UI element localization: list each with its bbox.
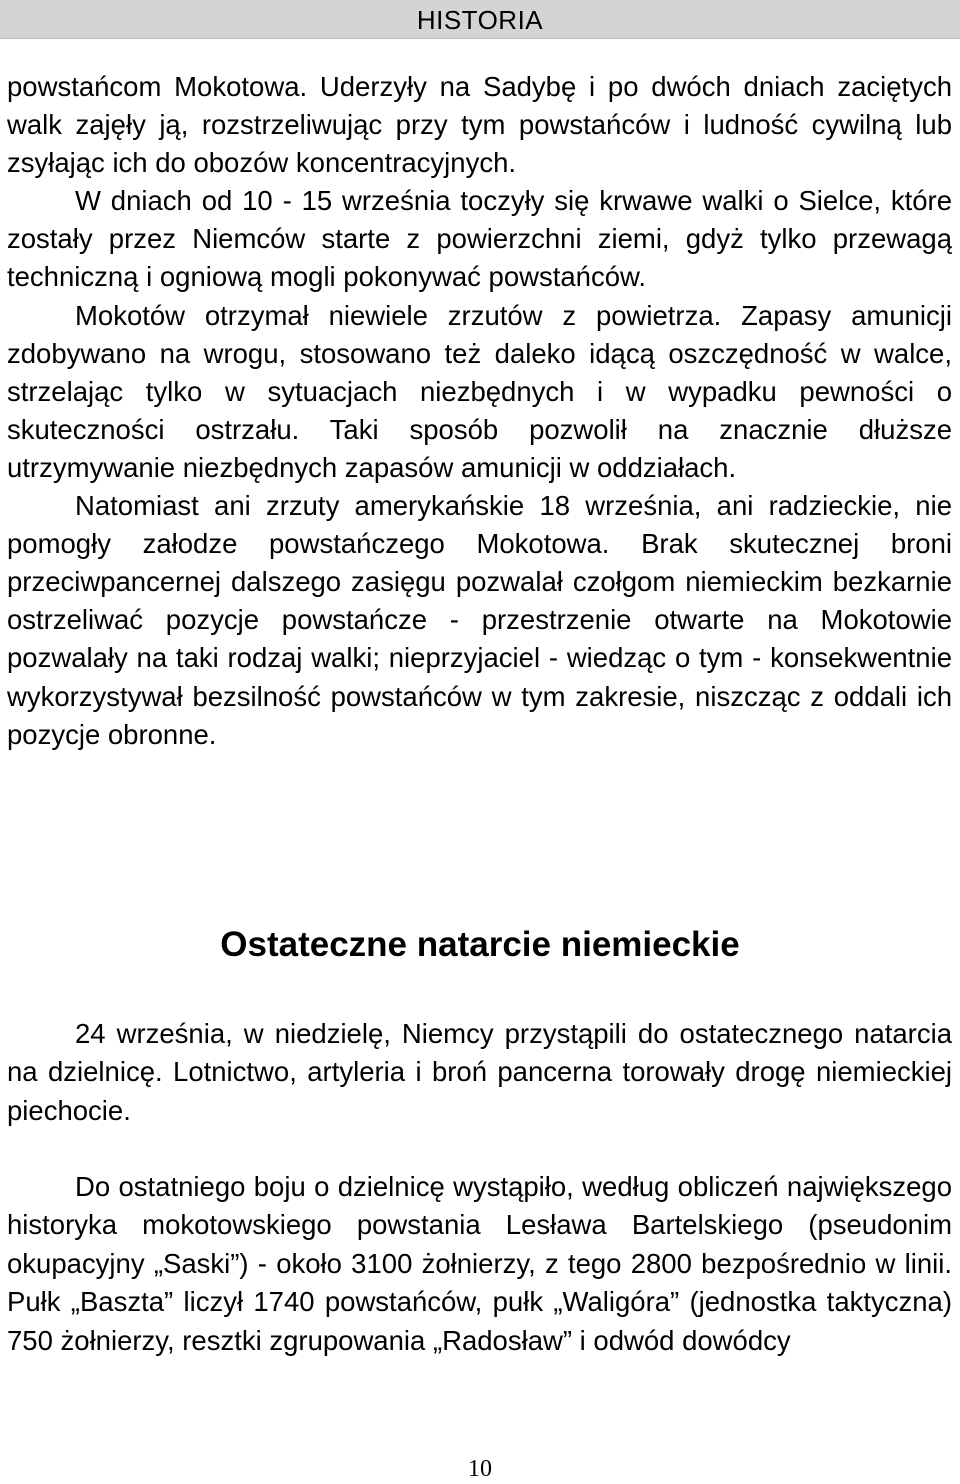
paragraph: W dniach od 10 - 15 września toczyły się krwawe walki o Sielce, które zostały przez Niemców starte z powierzchni ziemi, gdyż tylko przewagą techniczną i ogniową mogli pokonywać powstańców. [7,185,952,293]
paragraph: powstańcom Mokotowa. Uderzyły na Sadybę i po dwóch dniach zaciętych walk zajęły ją, rozstrzeliwując przy tym powstańców i ludność cywilną lub zsyłając ich do obozów koncentracyjnych. [7,71,952,179]
paragraph: Natomiast ani zrzuty amerykańskie 18 września, ani radzieckie, nie pomogły załodze powstańczego Mokotowa. Brak skutecznej broni przeciwpancernej dalszego zasięgu pozwalał czołgom niemieckim bezkarnie ostrzeliwać pozycje powstańcze - przestrzenie otwarte na Mokotowie pozwalały na taki rodzaj walki; nieprzyjaciel - wiedząc o tym - konsekwentnie wykorzystywał bezsilność powstańców w tym zakresie, niszcząc z oddali ich pozycje obronne. [7,490,952,750]
running-header [0,0,960,39]
paragraph: Mokotów otrzymał niewiele zrzutów z powietrza. Zapasy amunicji zdobywano na wrogu, stosowano też daleko idącą oszczędność w walce, strzelając tylko w sytuacjach niezbędnych i w wypadku pewności o skuteczności ostrzału. Taki sposób pozwolił na znacznie dłuższe utrzymywanie niezbędnych zapasów amunicji w oddziałach. [7,299,952,483]
paragraph: 24 września, w niedzielę, Niemcy przystąpili do ostatecznego natarcia na dzielnicę. Lotnictwo, artyleria i broń pancerna torowały drogę niemieckiej piechocie. [7,1018,952,1126]
page-number: 10 [468,1456,492,1482]
section-body [7,1015,952,1130]
paragraph: Do ostatniego boju o dzielnicę wystąpiło, według obliczeń największego historyka mokotowskiego powstania Lesława Bartelskiego (pseudonim okupacyjny „Saski”) - około 3100 żołnierzy, z tego 2800 bezpośrednio w linii. Pułk „Baszta” liczył 1740 powstańców, pułk „Waligóra” (jednostka taktyczna) 750 żołnierzy, resztki zgrupowania „Radosław” i odwód dowódcy [7,1171,952,1356]
section-heading: Ostateczne natarcie niemieckie [220,925,740,964]
section-body [7,1168,952,1360]
header-title: HISTORIA [416,4,544,35]
body-text [7,68,952,754]
